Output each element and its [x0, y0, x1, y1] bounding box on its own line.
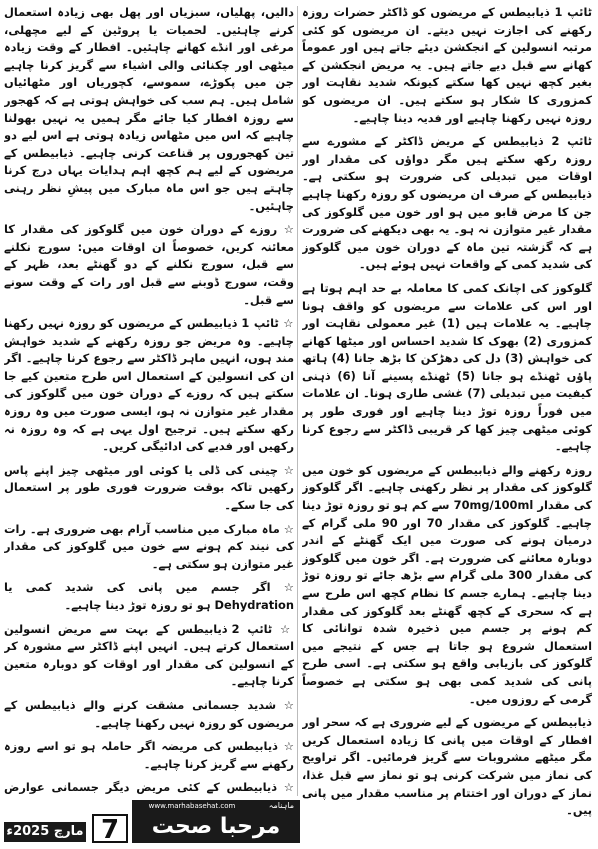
page-footer — [4, 800, 300, 843]
paragraph: ☆ ماہ مبارک میں مناسب آرام بھی ضروری ہے۔ رات کی نیند کم ہونے سے خون میں گلوکوز کی مقدار غیر متوازن ہو سکتی ہے۔ — [4, 521, 294, 571]
magazine-logo — [132, 800, 300, 843]
paragraph: ☆ روزے کے دوران خون میں گلوکوز کی مقدار کا معائنہ کریں، خصوصاً ان اوقات میں: سورج نکلنے سے قبل، سورج نکلنے کے دو گھنٹے بعد، ظہر کے وقت، سورج ڈوبنے سے قبل اور رات کے وقت سونے سے قبل۔ — [4, 222, 294, 307]
paragraph: روزہ رکھنے والے ذیابیطس کے مریضوں کو خون میں گلوکوز کی مقدار پر نظر رکھنی چاہیے۔ اگر گلوکوز کی مقدار 70mg/100ml سے کم ہو تو روزہ توڑ دینا چاہیے۔ گلوکوز کی مقدار 70 اور 90 ملی گرام کے درمیان ہونے کی صورت میں ایک گھنٹے کے اندر دوبارہ معائنے کی ضرورت ہے۔ اگر خون میں گلوکوز کی مقدار 300 ملی گرام سے بڑھ جائے تو روزہ توڑ دینا چاہیے۔ ہمارے جسم کا نظام کچھ اس طرح سے ہے کہ سحری کے کچھ گھنٹے بعد گلوکوز کی مقدار کم ہونے پر جسم میں ذخیرہ شدہ توانائی کا استعمال شروع ہو جاتا ہے جس کے نتیجے میں گلوکوز کی بازیابی واقع ہو سکتی ہے۔ اسی طرح پانی کی شدید کمی بھی ہو سکتی ہے خصوصاً گرمی کے روزوں میں۔ — [302, 462, 592, 706]
paragraph: ذیابیطس کے مریضوں کے لیے ضروری ہے کہ سحر اور افطار کے اوقات میں پانی کا زیادہ استعمال کریں مگر میٹھے مشروبات سے گریز فرمائیں۔ اگر تراویح کی نماز میں شرکت کرنی ہو تو نماز سے قبل غذا، نماز کے دوران اور اختتام پر مناسب مقدار میں پانی پیں۔ — [302, 715, 592, 818]
paragraph: ٹائپ 1 ذیابیطس کے مریضوں کو ڈاکٹر حضرات روزہ رکھنے کی اجازت نہیں دیتے۔ ان مریضوں کو کئی مرتبہ انسولین کے انجکشن دیئے جاتے ہیں اور عموماً کھانے سے قبل دیے جاتے ہیں۔ یہ مریض انجکشن کے بغیر کچھ نہیں کھا سکتے کیونکہ شدید نقاہت اور کمزوری کا شکار ہو سکتے ہیں۔ ان مریضوں کو روزہ نہیں رکھنا چاہیے اور فدیہ دینا چاہیے۔ — [302, 5, 592, 125]
paragraph: گلوکوز کی اچانک کمی کا معاملہ بے حد اہم ہوتا ہے اور اس کی علامات سے مریضوں کو واقف ہونا چاہیے۔ یہ علامات ہیں (1) غیر معمولی نقاہت اور کمزوری (2) بھوک کا شدید احساس اور میٹھا کھانے کی خواہش (3) دل کی دھڑکن کا بڑھ جانا (4) ہاتھ پاؤں ٹھنڈے ہو جانا (5) ٹھنڈے پسینے آنا (6) ذہنی کیفیت میں تبدیلی (7) غشی طاری ہونا۔ ان علامات میں فوراً روزہ توڑ دینا چاہیے اور فوری طور پر کوئی میٹھی چیز کھا کر قریبی ڈاکٹر سے رجوع کرنا چاہیے۔ — [302, 280, 592, 454]
paragraph: دالیں، پھلیاں، سبزیاں اور پھل بھی زیادہ استعمال کرنے چاہئیں۔ لحمیات یا پروٹین کے لیے مچھلی، مرغی اور انڈے کھانے چاہئیں۔ افطار کے وقت زیادہ میٹھی اور چکنائی والی اشیاء سے گریز کرنا چاہیے جن میں پکوڑے، سموسے، کچوریاں اور مٹھائیاں شامل ہیں۔ ہم سب کی خواہش ہوتی ہے کہ کھجور سے روزہ افطار کیا جائے مگر ہمیں یہ نہیں بھولنا چاہیے کہ اس میں مٹھاس زیادہ ہوتی ہے اس لیے دو تین کھجوروں پر قناعت کرنی چاہیے۔ ذیابیطس کے مریضوں کے لیے ہم کچھ اہم ہدایات یہاں درج کرنا چاہتے ہیں جو اس ماہ مبارک میں پیشِ نظر رہنی چاہئیں۔ — [4, 5, 294, 213]
article-column-right — [302, 4, 592, 820]
issue-date: مارچ 2025ء — [4, 822, 86, 842]
magazine-title: مرحبا صحت — [151, 814, 281, 839]
article-column-left — [4, 4, 294, 796]
column-divider — [297, 6, 298, 796]
page-number: 7 — [92, 814, 128, 843]
paragraph: ٹائپ 2 ذیابیطس کے مریض ڈاکٹر کے مشورے سے روزہ رکھ سکتے ہیں مگر دواؤں کی مقدار اور اوقات میں تبدیلی کی ضرورت ہو سکتی ہے۔ ذیابیطس کے صرف ان مریضوں کو روزہ رکھنا چاہیے جن کا مرض قابو میں ہو اور خون میں گلوکوز کی مقدار غیر متوازن نہ ہو۔ یہ بھی دیکھنے کی ضرورت ہے کہ گزشتہ تین ماہ کے دوران خون میں گلوکوز کی شدید کمی کے واقعات نہیں ہوئے ہیں۔ — [302, 134, 592, 272]
paragraph: ☆ شدید جسمانی مشقت کرنے والے ذیابیطس کے مریضوں کو روزہ نہیں رکھنا چاہیے۔ — [4, 697, 294, 730]
magazine-url: www.marhabasehat.com — [148, 802, 236, 810]
paragraph: ☆ چینی کی ڈلی یا کوئی اور میٹھی چیز اپنے پاس رکھیں تاکہ بوقت ضرورت فوری طور پر استعمال کی جا سکے۔ — [4, 462, 294, 513]
paragraph: ☆ ٹائپ 1 ذیابیطس کے مریضوں کو روزہ نہیں رکھنا چاہیے۔ وہ مریض جو روزہ رکھنے کے شدید خواہش مند ہوں، انہیں ماہر ڈاکٹر سے رجوع کرنا چاہیے۔ اگر ان کی انسولین کے استعمال اس طرح متعین کیے جا سکتے ہیں کہ روزے کے دوران خون میں گلوکوز کی مقدار غیر متوازن نہ ہو، ایسی صورت میں وہ روزہ رکھ سکتے ہیں۔ ترجیح اول یہی ہے کہ وہ روزہ نہ رکھیں اور فدیے کی ادائیگی کریں۔ — [4, 316, 294, 454]
paragraph: ☆ اگر جسم میں پانی کی شدید کمی یا Dehydration ہو تو روزہ توڑ دینا چاہیے۔ — [4, 580, 294, 612]
magazine-kicker: ماہنامہ — [268, 801, 294, 810]
paragraph: ☆ ذیابیطس کے کئی مریض دیگر جسمانی عوارض — [4, 780, 294, 795]
paragraph: ☆ ذیابیطس کی مریضہ اگر حاملہ ہو تو اسے روزہ رکھنے سے گریز کرنا چاہیے۔ — [4, 739, 294, 771]
paragraph: ☆ ٹائپ 2 ذیابیطس کے بہت سے مریض انسولین استعمال کرتے ہیں۔ انہیں اپنے ڈاکٹر سے مشورہ کر کے انسولین کی مقدار اور اوقات کو دوبارہ متعین کرنا چاہیے۔ — [4, 621, 294, 689]
